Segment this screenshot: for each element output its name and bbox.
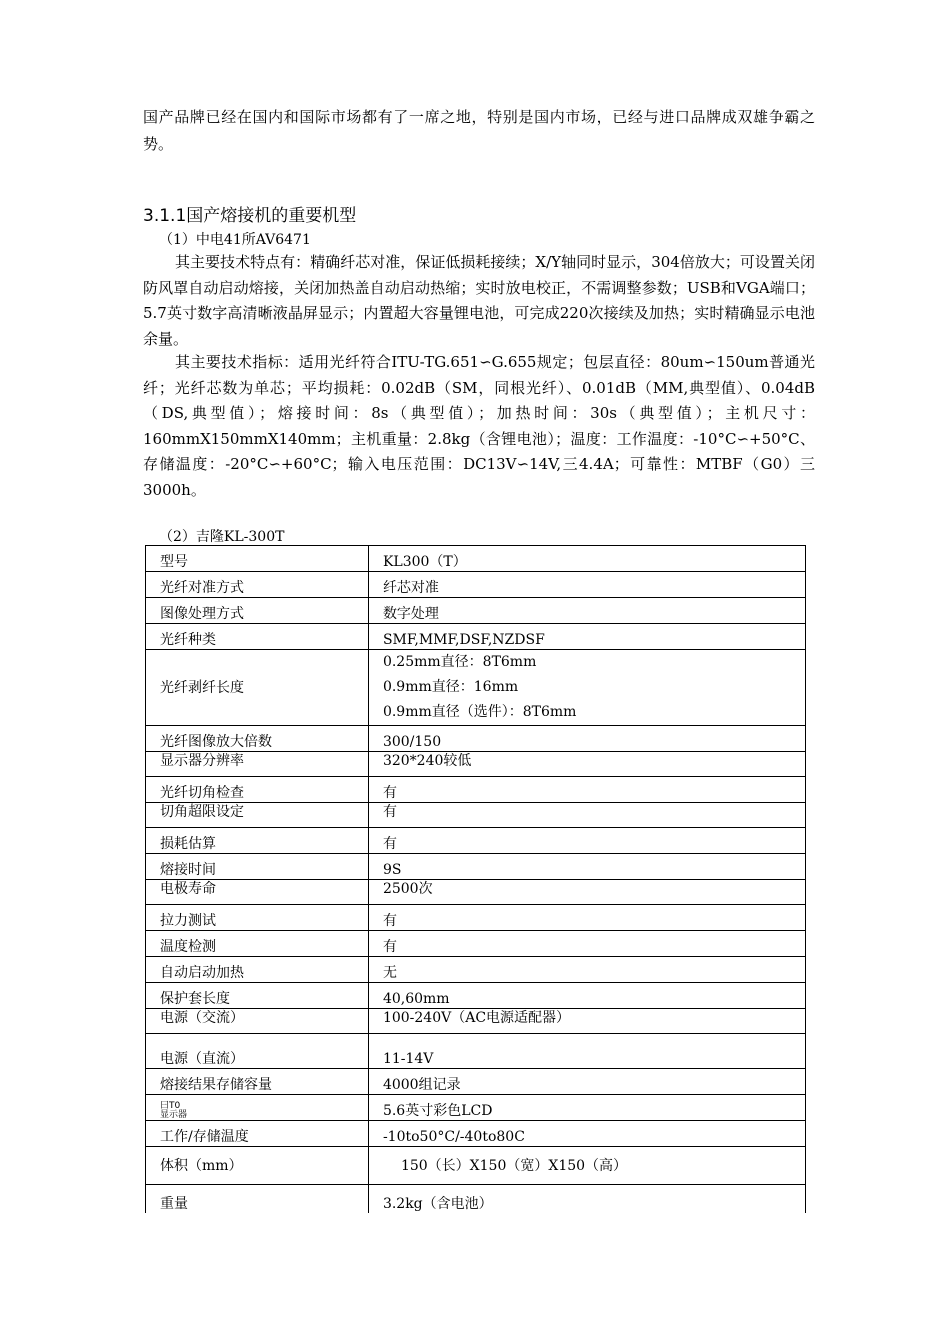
spec-value: 300/150	[368, 726, 805, 752]
spec-value: 有	[368, 803, 805, 828]
spec-table	[145, 545, 806, 1213]
spec-key	[146, 1095, 369, 1121]
table-row	[146, 880, 806, 905]
spec-key: 切角超限设定	[146, 803, 369, 828]
table-row	[146, 624, 806, 650]
spec-value: 40,60mm	[368, 983, 805, 1009]
table-row	[146, 1185, 806, 1213]
spec-key: 光纤剥纤长度	[146, 650, 369, 726]
spec-key: 自动启动加热	[146, 957, 369, 983]
spec-key: 体积（mm）	[146, 1147, 369, 1185]
model1-title: （1）中电41所AV6471	[159, 232, 311, 248]
spec-key: 型号	[146, 546, 369, 572]
spec-value-line: 0.9mm直径：16mm	[382, 679, 519, 695]
table-row	[146, 905, 806, 931]
table-row	[146, 726, 806, 752]
table-row	[146, 854, 806, 880]
table-row	[146, 598, 806, 624]
spec-value: 无	[368, 957, 805, 983]
spec-value: SMF,MMF,DSF,NZDSF	[368, 624, 805, 650]
spec-key: 温度检测	[146, 931, 369, 957]
table-row	[146, 777, 806, 803]
spec-key: 电源（直流）	[146, 1034, 369, 1069]
table-row	[146, 1034, 806, 1069]
model1-features: 其主要技术特点有：精确纤芯对准，保证低损耗接续；X/Y轴同时显示，304倍放大；可设置关闭防风罩自动启动熔接，关闭加热盖自动启动热缩；实时放电校正，不需调整参数；USB和VGA端口；5.7英寸数字高清晰液晶屏显示；内置超大容量锂电池，可完成220次接续及加热；实时精确显示电池余量。	[143, 253, 815, 348]
spec-key: 光纤对准方式	[146, 572, 369, 598]
table-row	[146, 1147, 806, 1185]
spec-value: KL300（T）	[368, 546, 805, 572]
spec-key: 熔接结果存储容量	[146, 1069, 369, 1095]
model2-title: （2）吉隆KL-300T	[159, 529, 285, 545]
spec-value: 11-14V	[368, 1034, 805, 1069]
table-row	[146, 803, 806, 828]
spec-key: 电极寿命	[146, 880, 369, 905]
spec-value: 有	[368, 905, 805, 931]
spec-key: 保护套长度	[146, 983, 369, 1009]
table-row	[146, 1009, 806, 1034]
table-row	[146, 650, 806, 726]
spec-key-line: 显示器	[160, 1110, 188, 1120]
spec-value: 数字处理	[368, 598, 805, 624]
section-title: 3.1.1国产熔接机的重要机型	[143, 206, 357, 226]
spec-value: 5.6英寸彩色LCD	[368, 1095, 805, 1121]
spec-key: 重量	[146, 1185, 369, 1213]
spec-key: 图像处理方式	[146, 598, 369, 624]
spec-value: 150（长）X150（宽）X150（高）	[368, 1147, 805, 1185]
spec-key: 光纤切角检查	[146, 777, 369, 803]
table-row	[146, 752, 806, 777]
table-row	[146, 1069, 806, 1095]
table-row	[146, 957, 806, 983]
spec-key: 电源（交流）	[146, 1009, 369, 1034]
spec-key: 拉力测试	[146, 905, 369, 931]
spec-value: 320*240较低	[368, 752, 805, 777]
spec-key-line: 曰T0	[160, 1101, 181, 1111]
spec-value-line: 0.9mm直径（选件）：8T6mm	[382, 704, 577, 720]
spec-key: 光纤图像放大倍数	[146, 726, 369, 752]
spec-value: 4000组记录	[368, 1069, 805, 1095]
table-row	[146, 828, 806, 854]
spec-value: -10to50°C/-40to80C	[368, 1121, 805, 1147]
spec-value: 9S	[368, 854, 805, 880]
spec-value: 100-240V（AC电源适配器）	[368, 1009, 805, 1034]
table-row	[146, 983, 806, 1009]
table-row	[146, 546, 806, 572]
spec-key: 工作/存储温度	[146, 1121, 369, 1147]
spec-value	[368, 650, 805, 726]
spec-key: 显示器分辨率	[146, 752, 369, 777]
spec-key: 熔接时间	[146, 854, 369, 880]
table-row	[146, 1095, 806, 1121]
spec-value: 有	[368, 931, 805, 957]
table-row	[146, 572, 806, 598]
spec-value: 纤芯对准	[368, 572, 805, 598]
spec-value: 有	[368, 828, 805, 854]
spec-value-line: 0.25mm直径：8T6mm	[382, 654, 537, 670]
spec-value: 有	[368, 777, 805, 803]
model1-specs: 其主要技术指标：适用光纤符合ITU-TG.651∽G.655规定；包层直径：80um∽150um普通光纤；光纤芯数为单芯；平均损耗：0.02dB（SM，同根光纤）、0.01dB（MM,典型值）、0.04dB（DS,典型值）；熔接时间：8s（典型值）；加热时间：30s（典型值）；主机尺寸：160mmX150mmX140mm；主机重量：2.8kg（含锂电池）；温度：工作温度：-10°C∽+50°C、存储温度：-20°C∽+60°C；输入电压范围：DC13V∽14V,三4.4A；可靠性：MTBF（G0）三3000h。	[143, 353, 815, 499]
table-row	[146, 931, 806, 957]
spec-key: 光纤种类	[146, 624, 369, 650]
spec-value: 3.2kg（含电池）	[368, 1185, 805, 1213]
spec-key: 损耗估算	[146, 828, 369, 854]
table-row	[146, 1121, 806, 1147]
spec-value: 2500次	[368, 880, 805, 905]
intro-paragraph: 国产品牌已经在国内和国际市场都有了一席之地，特别是国内市场，已经与进口品牌成双雄争霸之势。	[143, 108, 815, 153]
